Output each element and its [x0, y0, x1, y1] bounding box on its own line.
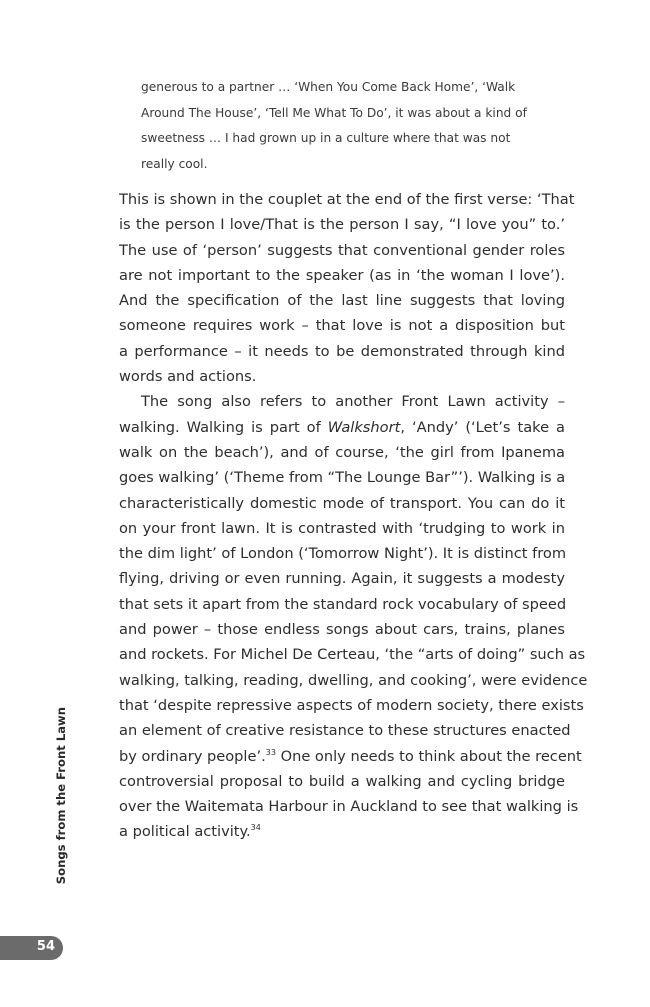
text-line — [119, 819, 565, 844]
text-line: walking, talking, reading, dwelling, and cooking’, were evidence — [119, 671, 588, 689]
text-run: by ordinary people’. — [119, 747, 266, 765]
text-line: is the person I love/That is the person I say, “I love you” to.’ — [119, 216, 565, 234]
page-number: 54 — [36, 939, 55, 954]
text-line: someone requires work – that love is not a disposition but — [119, 317, 565, 335]
text-run: , ‘Andy’ (‘Let’s take a — [400, 418, 565, 436]
text-line: an element of creative resistance to these structures enacted — [119, 722, 571, 740]
text-line: flying, driving or even running. Again, it suggests a modesty — [119, 570, 565, 588]
text-run: One only needs to think about the recent — [275, 747, 582, 765]
text-line: over the Waitemata Harbour in Auckland to see that walking is — [119, 798, 579, 816]
text-line: controversial proposal to build a walking and cycling bridge — [119, 772, 565, 790]
running-head — [54, 706, 70, 884]
block-quote — [141, 75, 561, 178]
text-line: and rockets. For Michel De Certeau, ‘the “arts of doing” such as — [119, 646, 586, 664]
footnote-ref[interactable]: 34 — [250, 823, 261, 833]
text-run: walking. Walking is part of — [119, 418, 328, 436]
text-line: The use of ‘person’ suggests that conventional gender roles — [119, 241, 565, 259]
paragraph-1 — [119, 187, 575, 389]
footnote-ref[interactable]: 33 — [265, 747, 276, 757]
body-text — [119, 187, 588, 845]
text-line: walk on the beach’), and of course, ‘the girl from Ipanema — [119, 443, 565, 461]
text-line: This is shown in the couplet at the end of the first verse: ‘That — [119, 191, 575, 208]
quote-line: really cool. — [141, 157, 208, 172]
album-title: Walkshort — [327, 418, 401, 436]
running-head-text: Songs from the Front Lawn — [54, 706, 68, 884]
text-line: that ‘despite repressive aspects of modern society, there exists — [119, 696, 584, 714]
quote-line: generous to a partner … ‘When You Come Back Home’, ‘Walk — [141, 80, 516, 94]
text-line — [119, 415, 565, 440]
paragraph-2 — [119, 389, 588, 844]
text-run: a political activity. — [119, 823, 251, 841]
text-line: are not important to the speaker (as in ‘the woman I love’). — [119, 266, 565, 284]
text-line: that sets it apart from the standard rock vocabulary of speed — [119, 595, 567, 613]
text-line: characteristically domestic mode of transport. You can do it — [119, 494, 565, 512]
text-line: a performance – it needs to be demonstrated through kind — [119, 342, 565, 360]
page-number-tab — [0, 936, 63, 960]
text-line: and power – those endless songs about cars, trains, planes — [119, 621, 565, 639]
text-line — [119, 744, 582, 769]
text-line: And the specification of the last line suggests that loving — [119, 292, 565, 310]
quote-line: sweetness … I had grown up in a culture where that was not — [141, 131, 511, 146]
text-line: on your front lawn. It is contrasted with ‘trudging to work in — [119, 519, 565, 537]
text-line: words and actions. — [119, 368, 257, 386]
text-line: The song also refers to another Front Lawn activity – — [141, 393, 565, 411]
text-line: goes walking’ (‘Theme from “The Lounge Bar”’). Walking is a — [119, 469, 566, 487]
quote-line: Around The House’, ‘Tell Me What To Do’, it was about a kind of — [141, 105, 527, 120]
text-line: the dim light’ of London (‘Tomorrow Night’). It is distinct from — [119, 545, 567, 563]
